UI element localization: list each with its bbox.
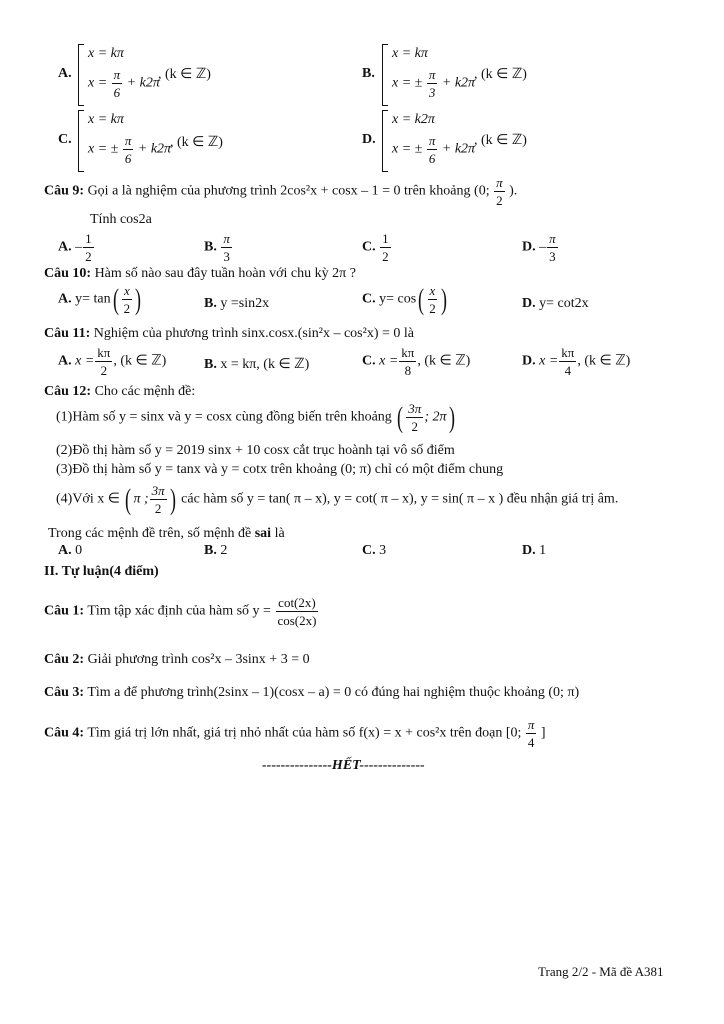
question-text: Gọi a là nghiệm của phương trình 2cos²x + cosx – 1 = 0 trên khoảng (0; <box>87 183 490 199</box>
q10-option-d: D. y= cot2x <box>522 296 589 311</box>
system-line-1: x = kπ <box>392 46 428 61</box>
q12-option-b: B. 2 <box>204 543 228 558</box>
essay-2: Câu 2: Giải phương trình cos²x – 3sinx + 3 = 0 <box>44 652 310 667</box>
system-line-1: x = kπ <box>88 112 124 127</box>
option-label: B. <box>362 66 375 81</box>
question-text: Nghiệm của phương trình sinx.cosx.(sin²x – cos²x) = 0 là <box>93 326 414 341</box>
question-text: Hàm số nào sau đây tuần hoàn với chu kỳ 2π ? <box>94 266 356 281</box>
q12-question: Trong các mệnh đề trên, số mệnh đề sai là <box>48 526 285 541</box>
q12-option-d: D. 1 <box>522 543 547 558</box>
system-line-2: x = $\frac{\pi}{6}$ + k2π <box>88 67 160 100</box>
system-line-2: x = ± $\frac{\pi}{3}$ + k2π <box>392 67 476 100</box>
question-number: Câu 9: <box>44 183 85 199</box>
q9-option-d: D. – $\frac{\pi}{3}$ <box>522 231 556 264</box>
option-label: C. <box>58 132 72 147</box>
question-number: Câu 12: <box>44 384 92 399</box>
q12-statement-2: (2)Đồ thị hàm số y = 2019 sinx + 10 cosx cắt trục hoành tại vô số điểm <box>56 443 455 458</box>
q9-option-a: A. – $\frac{1}{2}$ <box>58 231 92 264</box>
q12-statement-3: (3)Đồ thị hàm số y = tanx và y = cotx trên khoảng (0; π) chỉ có một điểm chung <box>56 462 504 477</box>
option-label: A. <box>58 66 72 81</box>
q10-option-a: A. y= tan( $\frac{x}{2}$ ) <box>58 282 142 316</box>
q9-stem: Câu 9: Gọi a là nghiệm của phương trình 2cos²x + cosx – 1 = 0 trên khoảng (0; $\frac{\pi}{2}$ ). <box>44 175 518 208</box>
q9-option-c: C. $\frac{1}{2}$ <box>362 231 389 264</box>
q11-option-b: B. x = kπ, (k ∈ ℤ) <box>204 357 310 372</box>
system-line-2: x = ± $\frac{\pi}{6}$ + k2π <box>392 133 476 166</box>
system-line-1: x = k2π <box>392 112 435 127</box>
question-number: Câu 10: <box>44 266 92 281</box>
q12-option-c: C. 3 <box>362 543 387 558</box>
section-title: II. Tự luận(4 điểm) <box>44 564 159 579</box>
system-tail: , (k ∈ ℤ) <box>158 67 211 82</box>
option-label: D. <box>362 132 376 147</box>
q11-option-c: C. x = $\frac{k\pi}{8}$ , (k ∈ ℤ) <box>362 345 471 378</box>
q12-statement-4: (4)Với x ∈ ( π ; $\frac{3\pi}{2}$ ) các hàm số y = tan( π – x), y = cot( π – x), y = sin( π – x ) đều nhận giá trị âm. <box>56 482 619 516</box>
equation-system <box>78 110 278 172</box>
question-subtext: Tính cos2a <box>90 212 152 227</box>
q10-option-b: B. y =sin2x <box>204 296 270 311</box>
system-tail: , (k ∈ ℤ) <box>474 133 527 148</box>
question-text: Cho các mệnh đề: <box>94 384 196 399</box>
q11-option-d: D. x = $\frac{k\pi}{4}$ , (k ∈ ℤ) <box>522 345 631 378</box>
q11-option-a: A. x = $\frac{k\pi}{2}$ , (k ∈ ℤ) <box>58 345 167 378</box>
system-line-2: x = ± $\frac{\pi}{6}$ + k2π <box>88 133 172 166</box>
system-line-1: x = kπ <box>88 46 124 61</box>
page-footer: Trang 2/2 - Mã đề A381 <box>538 964 664 979</box>
system-tail: , (k ∈ ℤ) <box>474 67 527 82</box>
q9-option-b: B. $\frac{\pi}{3}$ <box>204 231 230 264</box>
essay-3: Câu 3: Tìm a để phương trình(2sinx – 1)(cosx – a) = 0 có đúng hai nghiệm thuộc khoảng (0; π) <box>44 685 580 700</box>
q10-option-c: C. y= cos( $\frac{x}{2}$ ) <box>362 282 447 316</box>
q10-stem <box>44 266 356 282</box>
q11-stem <box>44 326 414 342</box>
equation-system <box>382 110 582 172</box>
system-tail: , (k ∈ ℤ) <box>170 135 223 150</box>
q12-option-a: A. 0 <box>58 543 83 558</box>
equation-system <box>78 44 258 106</box>
q12-stem <box>44 384 195 400</box>
end-mark: ---------------HẾT-------------- <box>262 758 425 773</box>
equation-system <box>382 44 582 106</box>
essay-4: Câu 4: Tìm giá trị lớn nhất, giá trị nhỏ nhất của hàm số f(x) = x + cos²x trên đoạn [0; $\frac{\pi}{4}$ ] <box>44 717 546 750</box>
question-number: Câu 11: <box>44 326 91 341</box>
essay-1: Câu 1: Tìm tập xác định của hàm số y = $\frac{\cot(2x)}{\cos(2x)}$ <box>44 595 317 628</box>
q12-statement-1: (1)Hàm số y = sinx và y = cosx cùng đồng biến trên khoảng ( $\frac{3\pi}{2}$ ; 2π) <box>56 400 455 434</box>
